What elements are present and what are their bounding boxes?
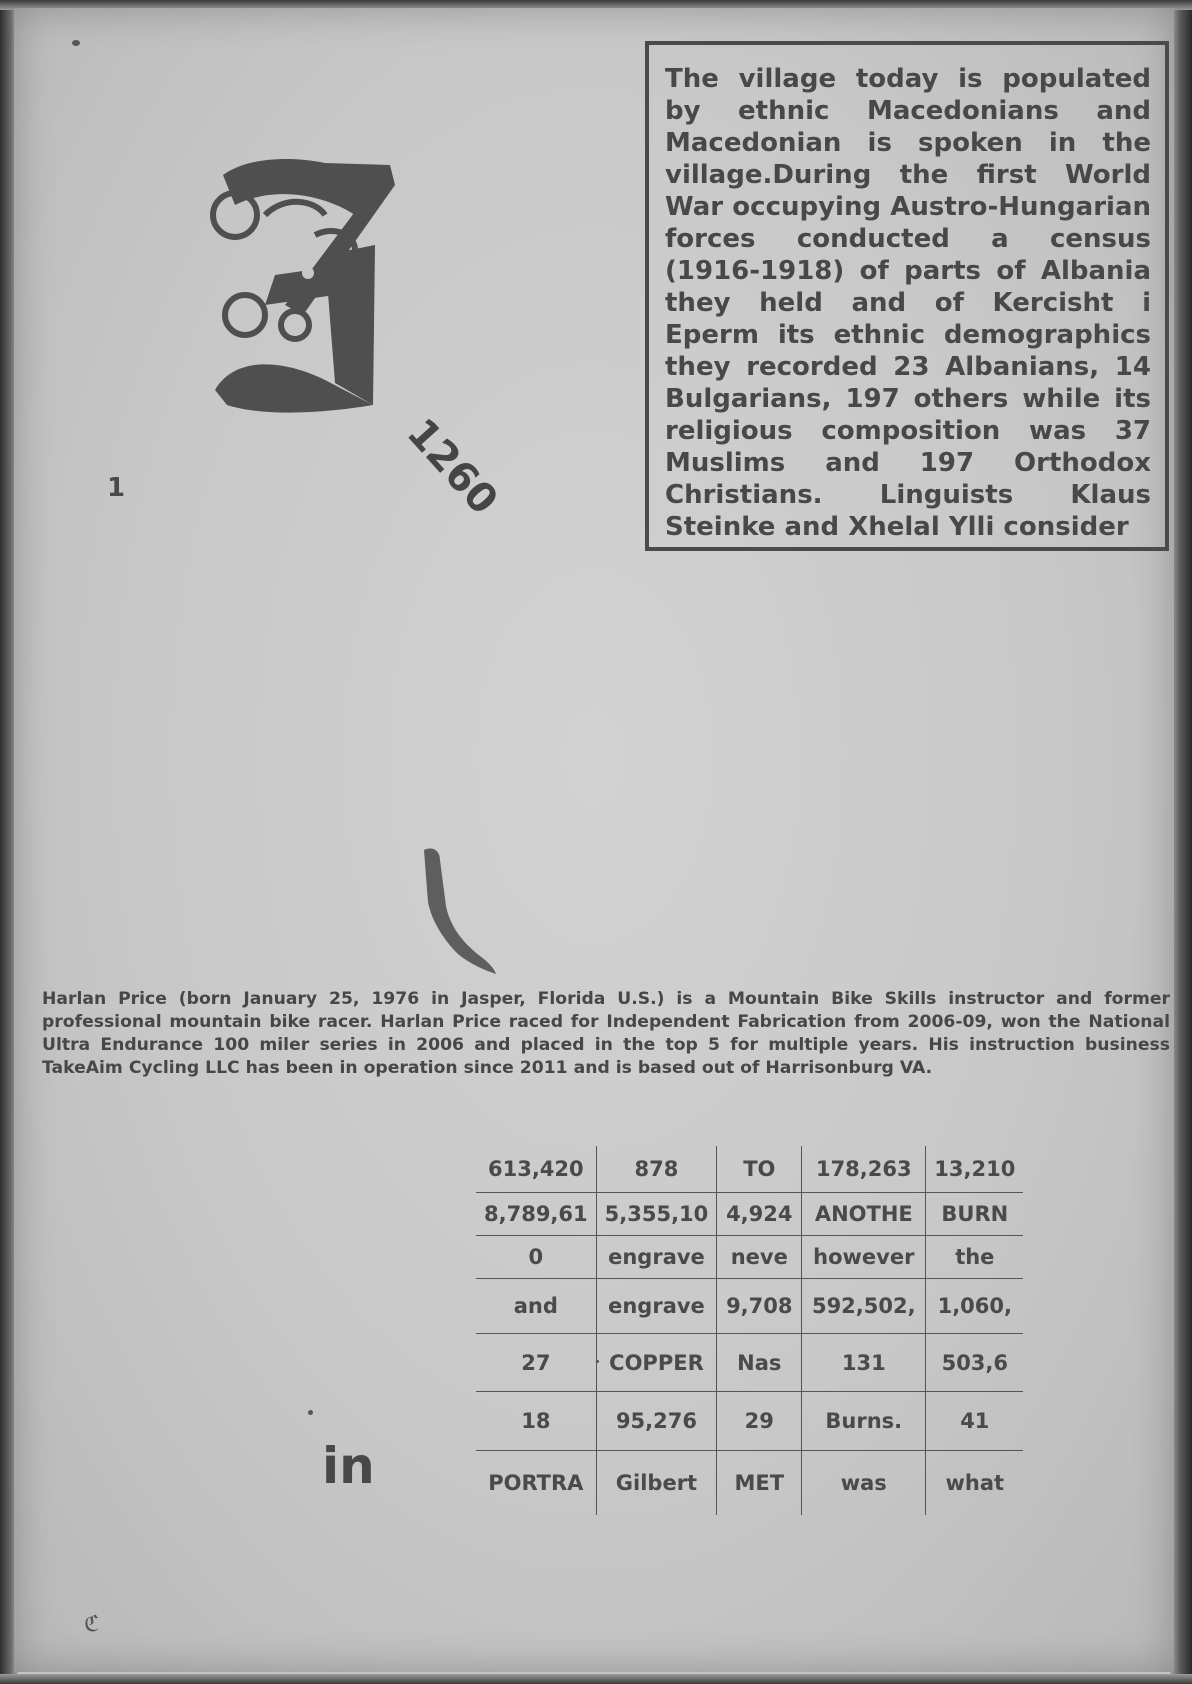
- table-row: [476, 1392, 1023, 1451]
- table-cell: Nas: [717, 1334, 802, 1392]
- table-cell: TO: [717, 1146, 802, 1193]
- table-row: [476, 1193, 1023, 1236]
- table-cell: 131: [802, 1334, 926, 1392]
- table-row: [476, 1279, 1023, 1334]
- table-cell: ANOTHE: [802, 1193, 926, 1236]
- table-cell: Burns.: [802, 1392, 926, 1451]
- table-cell: 503,6: [926, 1334, 1024, 1392]
- table-row: [476, 1451, 1023, 1516]
- table-cell: 27: [476, 1334, 596, 1392]
- table-cell: 178,263: [802, 1146, 926, 1193]
- table-cell: 8,789,61: [476, 1193, 596, 1236]
- table-cell: 613,420: [476, 1146, 596, 1193]
- decorative-initial-z-icon: [205, 155, 405, 415]
- table-cell: 5,355,10: [596, 1193, 717, 1236]
- table-row: [476, 1146, 1023, 1193]
- table-row: [476, 1334, 1023, 1392]
- table-cell: BURN: [926, 1193, 1024, 1236]
- table-cell: COPPER: [596, 1334, 717, 1392]
- paper-speck: [308, 1410, 313, 1415]
- table-cell: neve: [717, 1236, 802, 1279]
- table-cell: 1,060,: [926, 1279, 1024, 1334]
- rotated-number: 1260: [397, 410, 507, 524]
- table-cell: 9,708: [717, 1279, 802, 1334]
- table-cell: engrave: [596, 1236, 717, 1279]
- table-cell: Gilbert: [596, 1451, 717, 1516]
- table-cell: PORTRA: [476, 1451, 596, 1516]
- ink-smudge: [418, 846, 498, 976]
- boxed-passage: The village today is populated by ethnic Macedonians and Macedonian is spoken in the village.During the first World War occupying Austro-Hungarian forces conducted a census (1916-1918) of parts of Albania they held and of Kercisht i Eperm its ethnic demographics they recorded 23 Albanians, 14 Bulgarians, 197 others while its religious composition was 37 Muslims and 197 Orthodox Christians. Linguists Klaus Steinke and Xhelal Ylli consider: [645, 41, 1169, 551]
- bio-paragraph: Harlan Price (born January 25, 1976 in Jasper, Florida U.S.) is a Mountain Bike Skills instructor and former professional mountain bike racer. Harlan Price raced for Independent Fabrication from 2006-09, won the National Ultra Endurance 100 miler series in 2006 and placed in the top 5 for multiple years. His instruction business TakeAim Cycling LLC has been in operation since 2011 and is based out of Harrisonburg VA.: [42, 989, 1170, 1078]
- table-cell: 878: [596, 1146, 717, 1193]
- table-cell: and: [476, 1279, 596, 1334]
- paper-speck: [72, 40, 80, 46]
- table-cell: the: [926, 1236, 1024, 1279]
- table-cell: what: [945, 1471, 1005, 1495]
- table-cell: 0: [476, 1236, 596, 1279]
- table-cell: MET: [717, 1451, 802, 1516]
- table-cell: engrave: [596, 1279, 717, 1334]
- page-edge-bottom: [0, 1674, 1192, 1684]
- table-cell: 13,210: [926, 1146, 1024, 1193]
- table-cell: however: [802, 1236, 926, 1279]
- table-cell: 95,276: [596, 1392, 717, 1451]
- table-cell: 592,502,: [802, 1279, 926, 1334]
- table-row: [476, 1236, 1023, 1279]
- data-table: [476, 1146, 1023, 1515]
- corner-mark: ℭ: [84, 1612, 100, 1637]
- table-cell: was: [802, 1451, 926, 1516]
- standalone-word: in: [322, 1437, 375, 1495]
- page-number: 1: [107, 473, 126, 503]
- table-cell: 4,924: [717, 1193, 802, 1236]
- table-cell: 41: [926, 1392, 1024, 1451]
- table-cell: 18: [476, 1392, 596, 1451]
- table-cell: 29: [717, 1392, 802, 1451]
